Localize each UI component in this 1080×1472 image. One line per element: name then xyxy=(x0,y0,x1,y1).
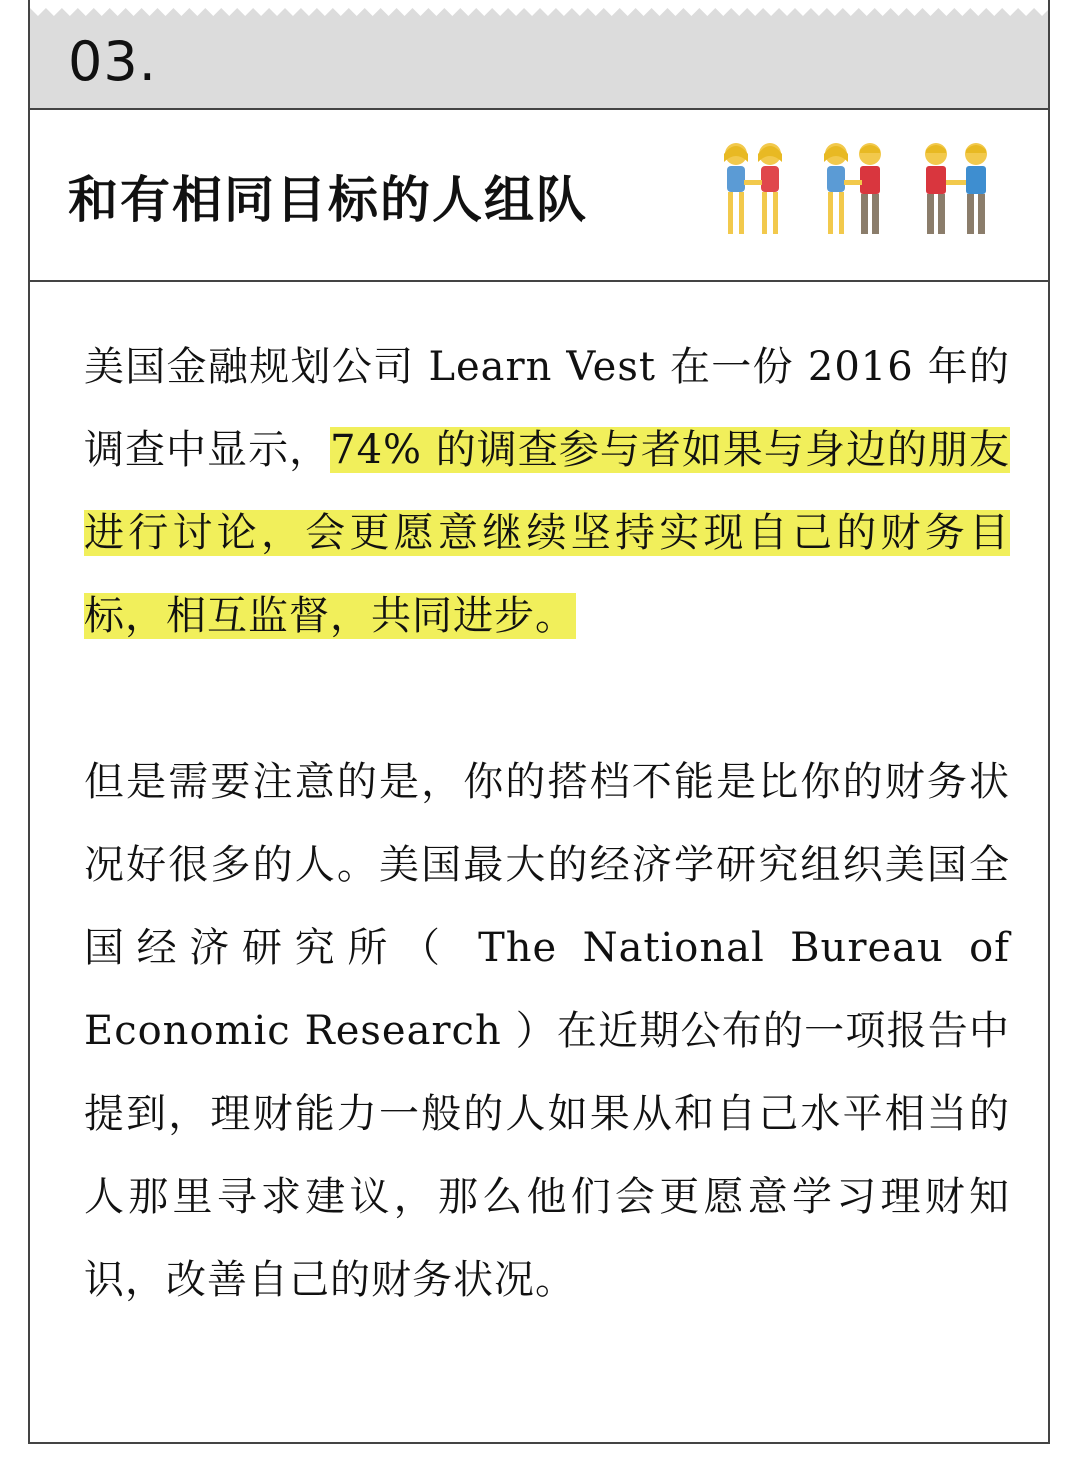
article-body xyxy=(84,326,1010,1322)
couples-holding-hands-icon xyxy=(714,140,1002,244)
article-card xyxy=(28,0,1050,1444)
section-header-band xyxy=(30,0,1048,110)
highlighted-statistic: 74% 的调查参与者如果与身边的朋友进行讨论，会更愿意继续坚持实现自己的财务目标，相互监督，共同进步。 xyxy=(84,427,1011,639)
paragraph-1-text: 美国金融规划公司 Learn Vest 在一份 2016 年的调查中显示， xyxy=(84,344,1010,473)
zigzag-edge xyxy=(30,0,1048,16)
section-title-row xyxy=(30,110,1048,282)
section-number: 03. xyxy=(68,30,157,93)
paragraph-2: 但是需要注意的是，你的搭档不能是比你的财务状况好很多的人。美国最大的经济学研究组织美国全国经济研究所（ The National Bureau of Economic Research ）在近期公布的一项报告中提到，理财能力一般的人如果从和自己水平相当的人那里寻求建议，那么他们会更愿意学习理财知识，改善自己的财务状况。 xyxy=(84,759,1010,1303)
paragraph-1 xyxy=(84,326,1010,658)
section-title: 和有相同目标的人组队 xyxy=(68,171,588,229)
